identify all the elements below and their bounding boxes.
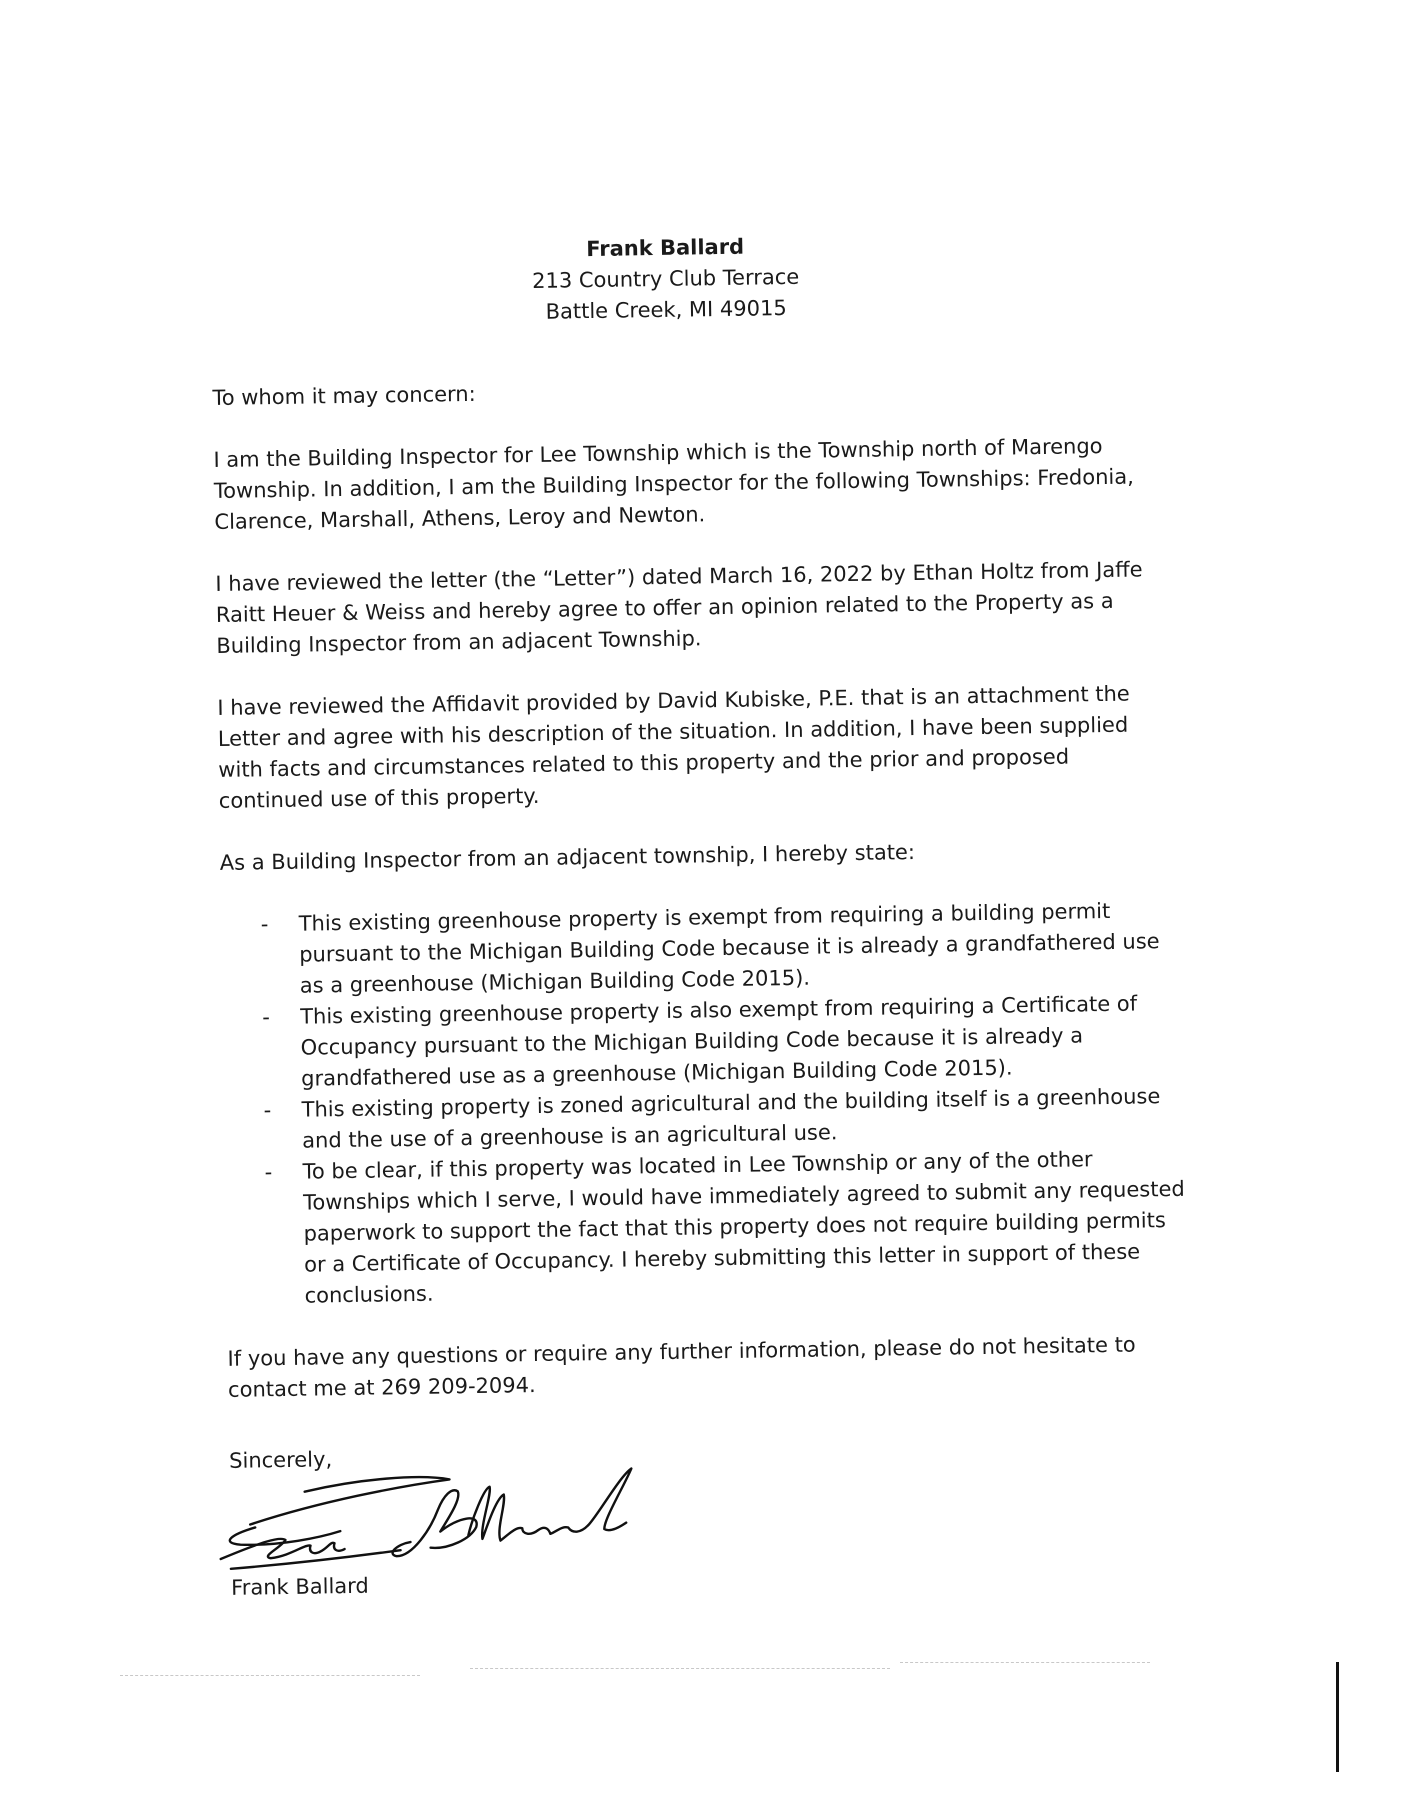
scan-artifact (470, 1668, 890, 1669)
paragraph-letter-review: I have reviewed the letter (the “Letter”) dated March 16, 2022 by Ethan Holtz from Jaffe Raitt Heuer & Weiss and hereby agree to offer an opinion related to the Property as a Building Inspector from an adjacent Township. (215, 557, 1143, 658)
scan-artifact (1336, 1662, 1339, 1772)
sender-city: Battle Creek, MI 49015 (545, 295, 787, 324)
list-item-text: This existing greenhouse property is exempt from requiring a building permit pursuant to the Michigan Building Code because it is already a grandfathered use as a greenhouse (Michigan Building Code 2015). (298, 898, 1160, 998)
sender-name: Frank Ballard (586, 234, 745, 262)
list-item (224, 1143, 1186, 1313)
list-item-text: To be clear, if this property was located in Lee Township or any of the other Townships which I serve, I would have immediately agreed to submit any requested paperwork to support the fact that this property does not require building permits or a Certificate of Occupancy. I hereby submitting this letter in support of these conclusions. (302, 1147, 1185, 1308)
statement-list (221, 895, 1187, 1313)
list-item (221, 895, 1182, 1003)
paragraph-statement-intro: As a Building Inspector from an adjacent township, I hereby state: (219, 840, 916, 875)
handwritten-signature (199, 1466, 641, 1583)
list-item-text: This existing greenhouse property is also exempt from requiring a Certificate of Occupancy pursuant to the Michigan Building Code because it is already a grandfathered use as a greenhouse (Michigan Building Code 2015). (300, 991, 1138, 1091)
paragraph-affidavit-review: I have reviewed the Affidavit provided by David Kubiske, P.E. that is an attachment the Letter and agree with his description of the situation. In addition, I have been supplied with facts and circumstances related to this property and the prior and proposed continued use of this property. (217, 681, 1130, 813)
salutation: To whom it may concern: (212, 381, 476, 410)
bullet-dash: - (262, 1005, 270, 1030)
list-item-text: This existing property is zoned agricultural and the building itself is a greenhouse and the use of a greenhouse is an agricultural use. (301, 1084, 1161, 1153)
bullet-dash: - (260, 912, 269, 937)
closing-paragraph: If you have any questions or require any further information, please do not hesitate to contact me at 269 209-2094. (227, 1332, 1136, 1402)
bullet-dash: - (263, 1098, 272, 1123)
paragraph-role: I am the Building Inspector for Lee Township which is the Township north of Marengo Township. In addition, I am the Building Inspector for the following Townships: Fredonia, Clarence, Marshall, Athens, Leroy and Newton. (213, 434, 1134, 534)
bullet-dash: - (264, 1160, 273, 1185)
list-item (222, 988, 1183, 1096)
signer-name: Frank Ballard (230, 1573, 369, 1600)
scan-artifact (120, 1675, 420, 1676)
letter-body (210, 225, 1191, 1604)
sender-street: 213 Country Club Terrace (531, 264, 800, 293)
sender-block (385, 228, 946, 330)
sign-off: Sincerely, (228, 1447, 333, 1473)
scan-artifact (900, 1662, 1150, 1663)
